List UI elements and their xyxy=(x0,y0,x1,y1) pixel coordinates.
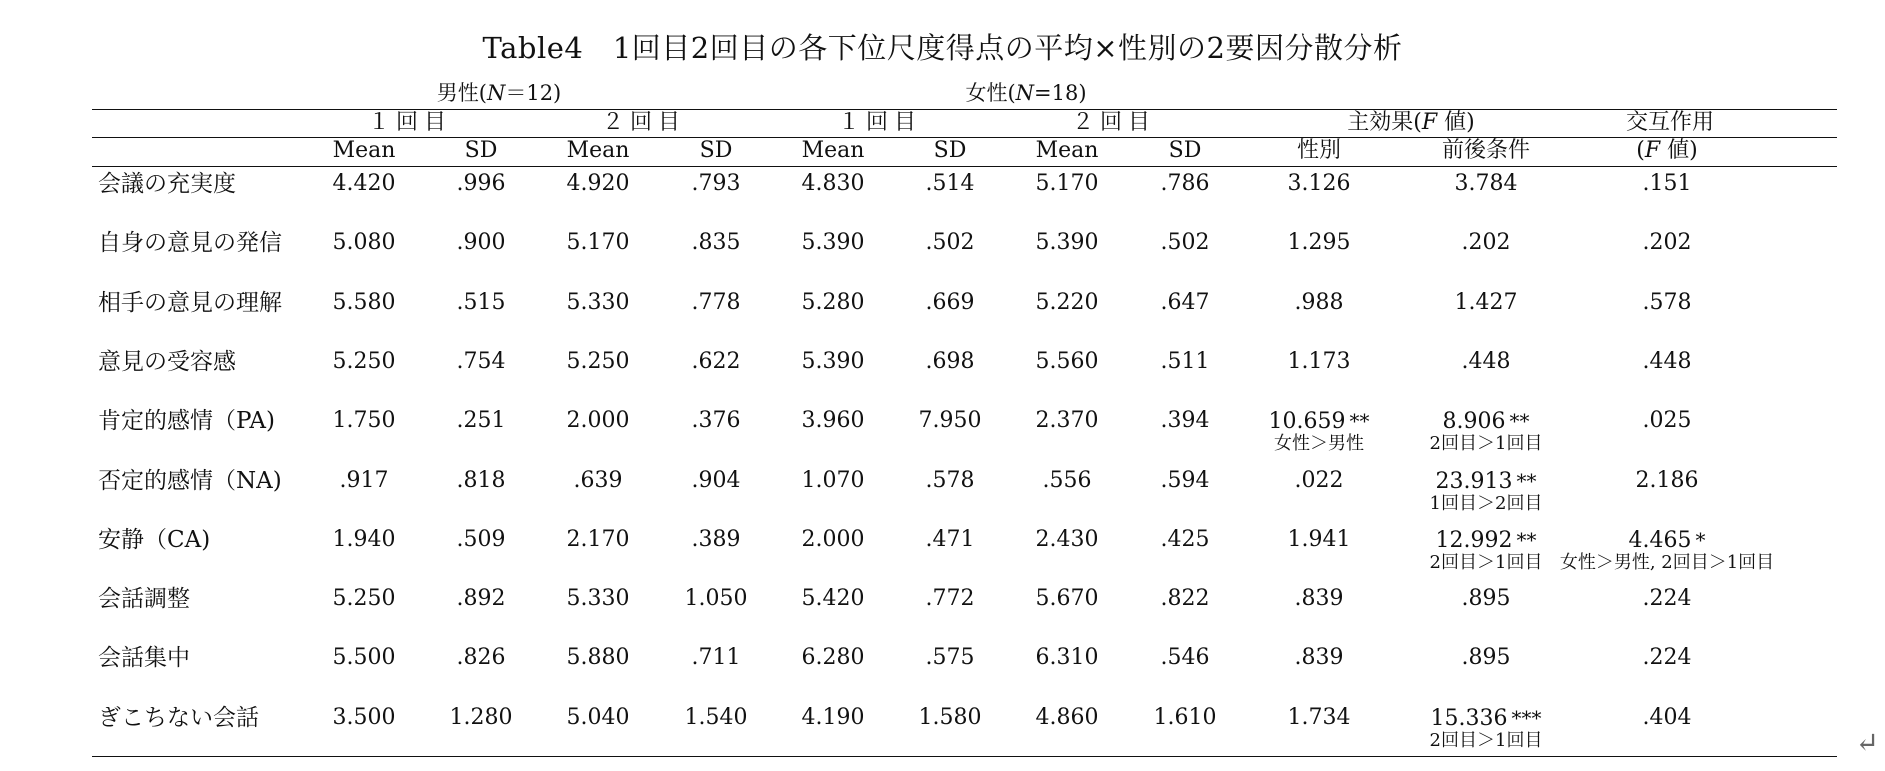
sd-value: .754 xyxy=(456,348,506,374)
sd-value: .647 xyxy=(1160,289,1210,315)
f-sex-number: .839 xyxy=(1294,586,1344,612)
f-sex-number: 1.295 xyxy=(1287,230,1351,256)
significance-marker: ** xyxy=(1509,409,1530,434)
f-interaction xyxy=(1643,705,1692,731)
row-label: 相手の意見の理解 xyxy=(98,289,282,316)
sd-value: .578 xyxy=(925,467,975,493)
f-interaction-number: .448 xyxy=(1642,348,1692,374)
sd-value: .818 xyxy=(456,467,506,493)
sd-value: .575 xyxy=(925,645,975,671)
paragraph-mark-icon: ↵ xyxy=(1855,726,1879,759)
f-interaction-number: .151 xyxy=(1642,171,1692,196)
sd-value: .546 xyxy=(1160,645,1210,671)
f-interaction xyxy=(1643,349,1692,375)
f-interaction xyxy=(1643,171,1692,197)
sd-value: .900 xyxy=(456,230,506,256)
f-condition xyxy=(1462,349,1511,375)
f-interaction-number: 4.465 xyxy=(1628,527,1692,553)
header-sd: SD xyxy=(464,138,498,163)
mean-value: 2.370 xyxy=(1035,408,1099,434)
f-interaction-number: .578 xyxy=(1642,289,1692,315)
f-condition xyxy=(1462,645,1511,671)
f-sex-number: .988 xyxy=(1294,289,1344,315)
f-sex xyxy=(1295,468,1344,494)
f-condition-number: 1.427 xyxy=(1454,289,1518,315)
f-condition-number: .448 xyxy=(1461,348,1511,374)
f-sex xyxy=(1288,171,1351,197)
row-label: 会議の充実度 xyxy=(98,171,236,197)
sd-value: .502 xyxy=(925,230,975,256)
mean-value: 2.430 xyxy=(1035,526,1099,552)
significance-marker: ** xyxy=(1516,468,1537,493)
mean-value: 5.080 xyxy=(332,230,396,256)
f-interaction-number: .224 xyxy=(1642,645,1692,671)
f-condition-note: 2回目＞1回目 xyxy=(1429,433,1543,455)
f-interaction xyxy=(1636,468,1699,494)
sd-value: .904 xyxy=(691,467,741,493)
f-condition xyxy=(1455,290,1518,316)
sd-value: .594 xyxy=(1160,467,1210,493)
sd-value: .786 xyxy=(1160,171,1210,196)
header-main-effect: 主効果(F 値) xyxy=(1347,110,1475,135)
f-sex xyxy=(1295,290,1344,316)
f-condition-number: 3.784 xyxy=(1454,171,1518,196)
sd-value: .514 xyxy=(925,171,975,196)
rule-top xyxy=(92,109,1837,110)
mean-value: 5.390 xyxy=(801,348,865,374)
mean-value: 5.170 xyxy=(1035,171,1099,196)
f-sex-number: 1.734 xyxy=(1287,704,1351,730)
group-male-label: 男性(N＝12) xyxy=(436,81,562,105)
f-sex xyxy=(1295,645,1344,671)
f-condition-note: 2回目＞1回目 xyxy=(1429,551,1543,573)
mean-value: 4.420 xyxy=(332,171,396,196)
mean-value: 1.070 xyxy=(801,467,865,493)
row-label: ぎこちない会話 xyxy=(98,704,259,731)
significance-marker: ** xyxy=(1516,527,1537,552)
mean-value: 5.880 xyxy=(566,645,630,671)
sd-value: .376 xyxy=(691,408,741,434)
f-sex-number: 3.126 xyxy=(1287,171,1351,196)
f-interaction xyxy=(1643,290,1692,316)
sd-value: .509 xyxy=(456,526,506,552)
sd-value: .778 xyxy=(691,289,741,315)
mean-value: 4.190 xyxy=(801,704,865,730)
sd-value: .996 xyxy=(456,171,506,196)
f-sex xyxy=(1288,349,1351,375)
sd-value: .826 xyxy=(456,645,506,671)
f-interaction xyxy=(1629,527,1706,554)
row-label: 肯定的感情（PA) xyxy=(98,408,275,435)
row-label: 会話集中 xyxy=(98,645,190,672)
sd-value: .698 xyxy=(925,348,975,374)
f-interaction-number: .025 xyxy=(1642,408,1692,434)
f-sex-number: 1.173 xyxy=(1287,348,1351,374)
f-interaction-number: .224 xyxy=(1642,586,1692,612)
f-sex-number: 10.659 xyxy=(1268,409,1346,435)
f-sex-number: .839 xyxy=(1294,645,1344,671)
mean-value: 5.040 xyxy=(566,704,630,730)
sd-value: .425 xyxy=(1160,526,1210,552)
sd-value: .389 xyxy=(691,526,741,552)
mean-value: 5.170 xyxy=(566,230,630,256)
sd-value: .793 xyxy=(691,171,741,196)
mean-value: 5.580 xyxy=(332,289,396,315)
f-condition-number: 8.906 xyxy=(1442,409,1506,435)
f-condition xyxy=(1462,586,1511,612)
mean-value: .556 xyxy=(1042,467,1092,493)
row-label: 会話調整 xyxy=(98,586,190,613)
row-label: 自身の意見の発信 xyxy=(98,230,282,257)
mean-value: 5.250 xyxy=(332,586,396,612)
mean-value: 4.920 xyxy=(566,171,630,196)
f-condition-number: .895 xyxy=(1461,586,1511,612)
f-condition-number: 12.992 xyxy=(1435,527,1513,553)
sd-value: .711 xyxy=(691,645,741,671)
header-interaction: 交互作用 xyxy=(1625,110,1715,135)
f-interaction-number: .404 xyxy=(1642,704,1692,730)
f-condition xyxy=(1443,408,1530,435)
f-sex xyxy=(1288,230,1351,256)
mean-value: 3.960 xyxy=(801,408,865,434)
mean-value: 5.390 xyxy=(801,230,865,256)
header-sd: SD xyxy=(699,138,733,163)
header-interaction-f: (F 値) xyxy=(1636,138,1698,163)
header-condition: 前後条件 xyxy=(1441,138,1531,163)
f-condition xyxy=(1455,171,1518,197)
table-title: Table4 1回目2回目の各下位尺度得点の平均×性別の2要因分散分析 xyxy=(482,31,1403,65)
sd-value: .471 xyxy=(925,526,975,552)
f-condition-note: 1回目＞2回目 xyxy=(1429,492,1543,514)
sd-value: .822 xyxy=(1160,586,1210,612)
mean-value: 4.860 xyxy=(1035,704,1099,730)
mean-value: .917 xyxy=(339,467,389,493)
f-interaction xyxy=(1643,645,1692,671)
sd-value: .835 xyxy=(691,230,741,256)
row-label: 安静（CA) xyxy=(98,526,211,553)
sd-value: 7.950 xyxy=(918,408,982,434)
mean-value: 5.390 xyxy=(1035,230,1099,256)
row-label: 意見の受容感 xyxy=(98,348,236,375)
header-sd: SD xyxy=(1168,138,1202,163)
f-sex-number: 1.941 xyxy=(1287,526,1351,552)
f-sex xyxy=(1288,527,1351,553)
mean-value: 5.250 xyxy=(566,348,630,374)
mean-value: 5.500 xyxy=(332,645,396,671)
header-male-first: １回目 xyxy=(367,110,453,135)
rule-header-bottom xyxy=(92,166,1837,167)
significance-marker: * xyxy=(1695,527,1706,552)
header-mean: Mean xyxy=(332,138,396,163)
sd-value: .394 xyxy=(1160,408,1210,434)
f-condition-number: 15.336 xyxy=(1430,705,1508,731)
f-interaction xyxy=(1643,230,1692,256)
f-condition-number: 23.913 xyxy=(1435,468,1513,494)
f-sex xyxy=(1288,705,1351,731)
f-interaction-number: .202 xyxy=(1642,230,1692,256)
sd-value: 1.050 xyxy=(684,586,748,612)
sd-value: 1.580 xyxy=(918,704,982,730)
mean-value: 2.000 xyxy=(566,408,630,434)
f-sex-note: 女性＞男性 xyxy=(1274,433,1364,455)
sd-value: 1.540 xyxy=(684,704,748,730)
mean-value: 5.220 xyxy=(1035,289,1099,315)
sd-value: .511 xyxy=(1160,348,1210,374)
mean-value: 2.170 xyxy=(566,526,630,552)
sd-value: .892 xyxy=(456,586,506,612)
group-female-label: 女性(N=18) xyxy=(965,81,1087,105)
header-sd: SD xyxy=(933,138,967,163)
sd-value: 1.610 xyxy=(1153,704,1217,730)
f-sex xyxy=(1269,408,1370,435)
significance-marker: ** xyxy=(1349,409,1370,434)
f-condition xyxy=(1436,468,1537,495)
mean-value: 6.310 xyxy=(1035,645,1099,671)
header-sex: 性別 xyxy=(1296,138,1342,163)
mean-value: 5.280 xyxy=(801,289,865,315)
f-sex-number: .022 xyxy=(1294,467,1344,493)
f-condition xyxy=(1436,527,1537,554)
mean-value: .639 xyxy=(573,467,623,493)
f-interaction-number: 2.186 xyxy=(1635,467,1699,493)
sd-value: .772 xyxy=(925,586,975,612)
sd-value: .515 xyxy=(456,289,506,315)
mean-value: 5.560 xyxy=(1035,348,1099,374)
rule-bottom xyxy=(92,756,1837,757)
header-female-first: １回目 xyxy=(837,110,923,135)
f-interaction-note: 女性＞男性, 2回目＞1回目 xyxy=(1559,551,1775,573)
f-condition-note: 2回目＞1回目 xyxy=(1429,729,1543,751)
mean-value: 5.250 xyxy=(332,348,396,374)
mean-value: 6.280 xyxy=(801,645,865,671)
mean-value: 5.420 xyxy=(801,586,865,612)
f-condition-number: .202 xyxy=(1461,230,1511,256)
header-male-second: ２回目 xyxy=(601,110,687,135)
f-interaction xyxy=(1643,586,1692,612)
sd-value: .502 xyxy=(1160,230,1210,256)
header-female-second: ２回目 xyxy=(1071,110,1157,135)
row-label: 否定的感情（NA) xyxy=(98,467,282,494)
mean-value: 1.750 xyxy=(332,408,396,434)
header-mean: Mean xyxy=(801,138,865,163)
sd-value: .669 xyxy=(925,289,975,315)
f-condition-number: .895 xyxy=(1461,645,1511,671)
significance-marker: *** xyxy=(1511,705,1542,730)
f-sex xyxy=(1295,586,1344,612)
mean-value: 1.940 xyxy=(332,526,396,552)
f-condition xyxy=(1462,230,1511,256)
mean-value: 2.000 xyxy=(801,526,865,552)
mean-value: 4.830 xyxy=(801,171,865,196)
sd-value: .622 xyxy=(691,348,741,374)
sd-value: 1.280 xyxy=(449,704,513,730)
sd-value: .251 xyxy=(456,408,506,434)
mean-value: 5.330 xyxy=(566,289,630,315)
mean-value: 5.670 xyxy=(1035,586,1099,612)
mean-value: 5.330 xyxy=(566,586,630,612)
mean-value: 3.500 xyxy=(332,704,396,730)
f-condition xyxy=(1431,705,1542,732)
header-mean: Mean xyxy=(1035,138,1099,163)
header-mean: Mean xyxy=(566,138,630,163)
f-interaction xyxy=(1643,408,1692,434)
